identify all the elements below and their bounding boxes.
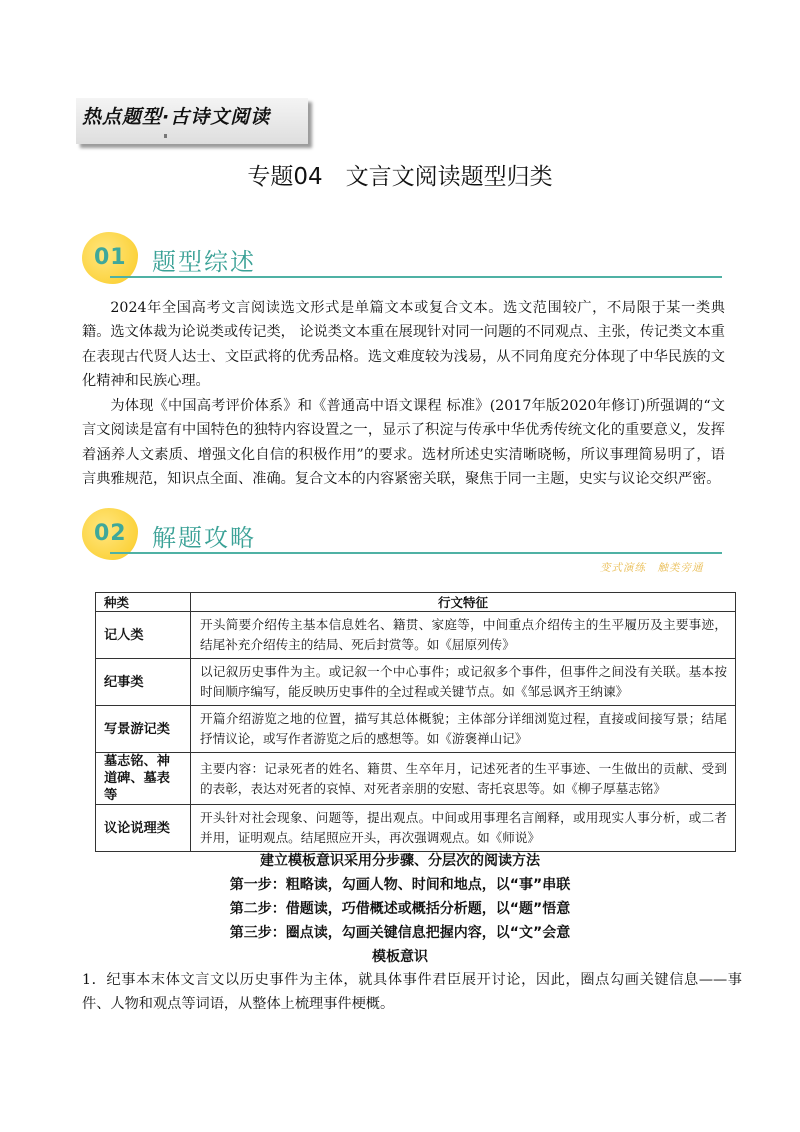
type-cell: 记人类 xyxy=(96,612,191,659)
section-number: 01 xyxy=(94,245,127,270)
feature-cell: 开头简要介绍传主基本信息姓名、籍贯、家庭等，中间重点介绍传主的生平履历及主要事迹，结尾补充介绍传主的结局、死后封赏等。如《屈原列传》 xyxy=(191,612,736,659)
section-header-overview xyxy=(82,232,722,288)
overview-paragraph-2: 为体现《中国高考评价体系》和《普通高中语文课程 标准》(2017年版2020年修订)所强调的“文言文阅读是富有中国特色的独特内容设置之一，显示了积淀与传承中华优秀传统文化的重要意义，发挥着涵养人文素质、增强文化自信的积极作用”的要求。选材所述史实清晰晓畅，所议事理简易明了，语言典雅规范，知识点全面、准确。复合文本的内容紧密关联，聚焦于同一主题，史实与议论交织严密。 xyxy=(82,398,725,488)
template-title: 模板意识 xyxy=(372,949,428,965)
method-step-3: 第三步：圈点读，勾画关键信息把握内容，以“文”会意 xyxy=(229,925,571,941)
type-cell: 墓志铭、神道碑、墓表等 xyxy=(96,753,191,805)
section-divider xyxy=(110,552,722,554)
template-note: 1．纪事本末体文言文以历史事件为主体，就具体事件君臣展开讨论，因此，圈点勾画关键信息——事件、人物和观点等词语，从整体上梳理事件梗概。 xyxy=(82,972,742,1013)
table-row xyxy=(96,753,736,805)
feature-cell: 以记叙历史事件为主。或记叙一个中心事件；或记叙多个事件，但事件之间没有关联。基本按时间顺序编写，能反映历史事件的全过程或关键节点。如《邹忌讽齐王纳谏》 xyxy=(191,659,736,706)
type-cell: 写景游记类 xyxy=(96,706,191,753)
table-row xyxy=(96,612,736,659)
column-header-features: 行文特征 xyxy=(191,593,736,612)
section-header-strategy xyxy=(82,508,722,564)
section-divider xyxy=(110,276,722,278)
table-row xyxy=(96,706,736,753)
table-row xyxy=(96,805,736,852)
table-header-row xyxy=(96,593,736,612)
section-title: 题型综述 xyxy=(152,248,256,276)
feature-cell: 主要内容：记录死者的姓名、籍贯、生卒年月，记述死者的生平事迹、一生做出的贡献、受到的表彰，表达对死者的哀悼、对死者亲朋的安慰、寄托哀思等。如《柳子厚墓志铭》 xyxy=(191,753,736,805)
banner-text: 热点题型·古诗文阅读 xyxy=(82,106,271,128)
section-tagline: 变式演练 触类旁通 xyxy=(600,562,704,574)
feature-cell: 开头针对社会现象、问题等，提出观点。中间或用事理名言阐释，或用现实人事分析，或二者并用，证明观点。结尾照应开头，再次强调观点。如《师说》 xyxy=(191,805,736,852)
topic-banner xyxy=(76,98,308,144)
column-header-type: 种类 xyxy=(96,593,191,612)
method-step-2: 第二步：借题读，巧借概述或概括分析题，以“题”悟意 xyxy=(229,901,571,917)
text-type-table xyxy=(95,592,736,852)
section-title: 解题攻略 xyxy=(152,524,256,552)
feature-cell: 开篇介绍游览之地的位置，描写其总体概貌；主体部分详细浏览过程，直接或间接写景；结尾抒情议论，或写作者游览之后的感想等。如《游褒禅山记》 xyxy=(191,706,736,753)
section-number: 02 xyxy=(94,521,127,546)
page-title: 专题04 文言文阅读题型归类 xyxy=(247,164,553,190)
method-step-1: 第一步：粗略读，勾画人物、时间和地点，以“事”串联 xyxy=(229,877,571,893)
overview-paragraph-1: 2024年全国高考文言阅读选文形式是单篇文本或复合文本。选文范围较广，不局限于某一类典籍。选文体裁为论说类或传记类， 论说类文本重在展现针对同一问题的不同观点、主张，传记类文本重在表现古代贤人达士、文臣武将的优秀品格。选文难度较为浅易，从不同角度充分体现了中华民族的文化精神和民族心理。 xyxy=(82,300,725,390)
type-cell: 议论说理类 xyxy=(96,805,191,852)
type-cell: 纪事类 xyxy=(96,659,191,706)
banner-decoration xyxy=(164,134,167,138)
table-row xyxy=(96,659,736,706)
method-heading: 建立模板意识采用分步骤、分层次的阅读方法 xyxy=(260,853,540,869)
